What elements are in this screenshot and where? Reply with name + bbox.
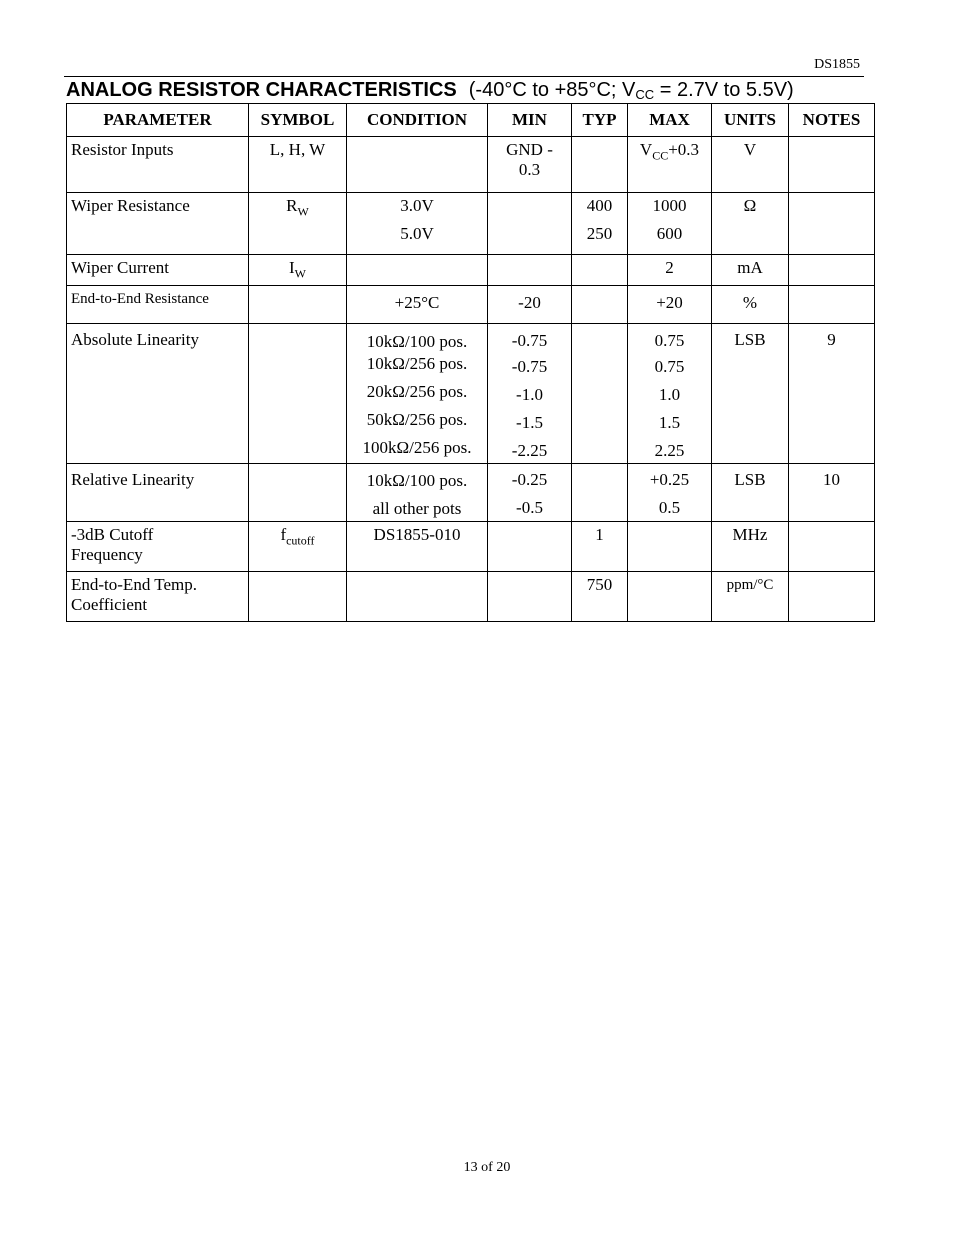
condition-cell: 10kΩ/100 pos. all other pots <box>347 464 488 522</box>
notes-cell: 10 <box>789 464 875 522</box>
header-parameter: PARAMETER <box>67 104 249 137</box>
min-cell: GND - 0.3 <box>488 137 572 193</box>
table-row <box>67 464 875 522</box>
parameter-cell: Relative Linearity <box>67 464 249 522</box>
max-cell: 0.75 0.75 1.0 1.5 2.25 <box>628 324 712 464</box>
min-cell <box>488 255 572 286</box>
header-max: MAX <box>628 104 712 137</box>
units-cell: V <box>712 137 789 193</box>
max-cell: +20 <box>628 286 712 324</box>
table-row <box>67 255 875 286</box>
parameter-cell: End-to-End Resistance <box>67 286 249 324</box>
notes-cell <box>789 255 875 286</box>
table-row <box>67 193 875 255</box>
min-cell: -20 <box>488 286 572 324</box>
units-cell: Ω <box>712 193 789 255</box>
analog-resistor-table <box>66 103 875 622</box>
page-number: 13 of 20 <box>463 1160 511 1175</box>
units-cell: mA <box>712 255 789 286</box>
max-cell: 2 <box>628 255 712 286</box>
condition-cell: 10kΩ/100 pos. 10kΩ/256 pos. 20kΩ/256 pos. 50kΩ/256 pos. 100kΩ/256 pos. <box>347 324 488 464</box>
min-cell <box>488 522 572 572</box>
header-rule <box>64 76 864 77</box>
max-cell: $V_{CC}+0.3$ <box>628 137 712 193</box>
typ-cell <box>572 324 628 464</box>
max-cell: +0.25 0.5 <box>628 464 712 522</box>
table-header-row <box>67 104 875 137</box>
parameter-cell: End-to-End Temp. Coefficient <box>67 572 249 622</box>
header-symbol: SYMBOL <box>249 104 347 137</box>
typ-cell: 750 <box>572 572 628 622</box>
typ-cell <box>572 255 628 286</box>
symbol-cell: $I_W$ <box>249 255 347 286</box>
notes-cell: 9 <box>789 324 875 464</box>
min-cell: -0.25 -0.5 <box>488 464 572 522</box>
symbol-cell <box>249 286 347 324</box>
symbol-cell <box>249 464 347 522</box>
max-cell <box>628 572 712 622</box>
section-heading <box>66 79 794 102</box>
parameter-cell: -3dB Cutoff Frequency <box>67 522 249 572</box>
header-typ: TYP <box>572 104 628 137</box>
symbol-cell: L, H, W <box>249 137 347 193</box>
condition-cell: +25°C <box>347 286 488 324</box>
typ-cell: 400 250 <box>572 193 628 255</box>
notes-cell <box>789 286 875 324</box>
condition-cell <box>347 255 488 286</box>
condition-cell <box>347 137 488 193</box>
table-row <box>67 286 875 324</box>
typ-cell <box>572 464 628 522</box>
units-cell: MHz <box>712 522 789 572</box>
units-cell: LSB <box>712 324 789 464</box>
typ-cell <box>572 137 628 193</box>
parameter-cell: Wiper Resistance <box>67 193 249 255</box>
units-cell: LSB <box>712 464 789 522</box>
max-cell <box>628 522 712 572</box>
symbol-cell: $R_W$ <box>249 193 347 255</box>
header-min: MIN <box>488 104 572 137</box>
notes-cell <box>789 522 875 572</box>
min-cell: -0.75 -0.75 -1.0 -1.5 -2.25 <box>488 324 572 464</box>
table-row <box>67 522 875 572</box>
symbol-cell <box>249 324 347 464</box>
document-id: DS1855 <box>814 57 860 72</box>
header-condition: CONDITION <box>347 104 488 137</box>
condition-cell: 3.0V 5.0V <box>347 193 488 255</box>
min-cell <box>488 572 572 622</box>
header-units: UNITS <box>712 104 789 137</box>
table-row <box>67 572 875 622</box>
notes-cell <box>789 137 875 193</box>
min-cell <box>488 193 572 255</box>
typ-cell: 1 <box>572 522 628 572</box>
condition-cell <box>347 572 488 622</box>
condition-cell: DS1855-010 <box>347 522 488 572</box>
notes-cell <box>789 572 875 622</box>
table-row <box>67 137 875 193</box>
units-cell: % <box>712 286 789 324</box>
parameter-cell: Resistor Inputs <box>67 137 249 193</box>
section-conditions: (-40°C to +85°C; $V_{CC} = 2.7V$ to 5.5V) <box>468 79 794 102</box>
max-cell: 1000 600 <box>628 193 712 255</box>
symbol-cell <box>249 572 347 622</box>
symbol-cell: $f_{cutoff}$ <box>249 522 347 572</box>
parameter-cell: Wiper Current <box>67 255 249 286</box>
section-title: ANALOG RESISTOR CHARACTERISTICS <box>66 79 457 101</box>
table-row <box>67 324 875 464</box>
parameter-cell: Absolute Linearity <box>67 324 249 464</box>
typ-cell <box>572 286 628 324</box>
header-notes: NOTES <box>789 104 875 137</box>
units-cell: ppm/°C <box>712 572 789 622</box>
notes-cell <box>789 193 875 255</box>
